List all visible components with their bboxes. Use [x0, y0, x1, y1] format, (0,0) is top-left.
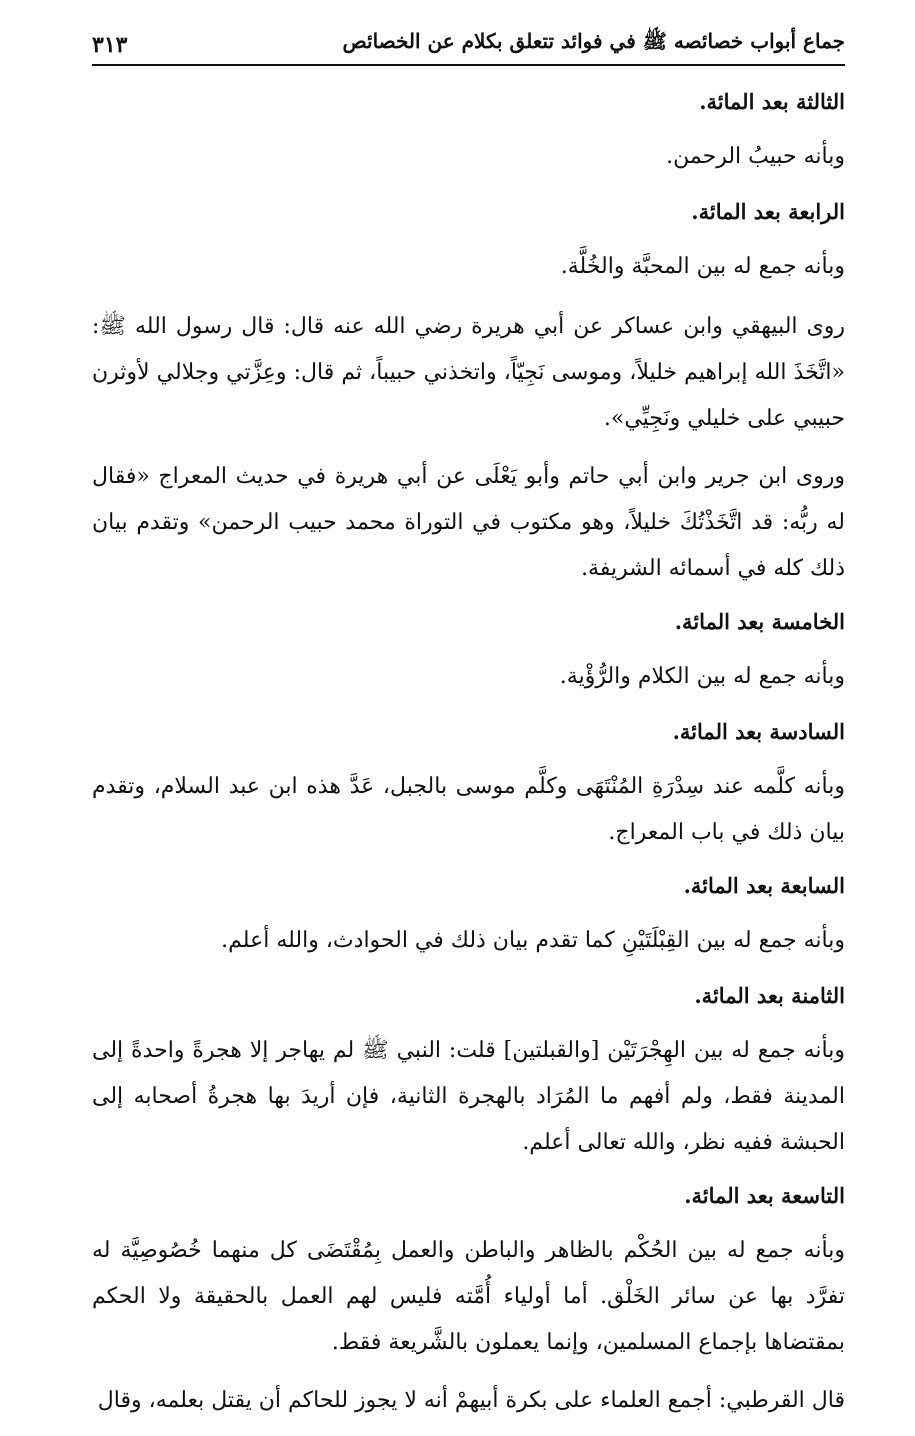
paragraph: وبأنه حبيبُ الرحمن.: [666, 144, 845, 169]
paragraph: روى البيهقي وابن عساكر عن أبي هريرة رضي الله عنه قال: قال رسول الله ﷺ: «اتَّخَذَ الله إبراهيم خليلاً، وموسى نَجِيّاً، واتخذني حبيباً، ثم قال: وعِزَّتي وجلالي لأوثرن حبيبي على خليلي ونَجِيِّي».: [92, 314, 845, 431]
section-heading-105: الخامسة بعد المائة.: [674, 609, 845, 634]
paragraph: وبأنه جمع له بين المحبَّة والخُلَّة.: [560, 254, 845, 279]
section-heading-104: الرابعة بعد المائة.: [691, 199, 845, 224]
paragraph: وبأنه جمع له بين القِبْلَتَيْنِ كما تقدم بيان ذلك في الحوادث، والله أعلم.: [221, 928, 845, 953]
running-title: جماع أبواب خصائصه ﷺ في فوائد تتعلق بكلام عن الخصائص: [342, 29, 845, 53]
page-body: [92, 84, 845, 1436]
section-heading-106: السادسة بعد المائة.: [672, 719, 845, 744]
page-number: ٣١٣: [92, 32, 128, 58]
section-heading-109: التاسعة بعد المائة.: [684, 1183, 845, 1208]
section-heading-107: السابعة بعد المائة.: [683, 873, 845, 898]
paragraph: وبأنه جمع له بين الكلام والرُّؤْية.: [559, 664, 845, 689]
paragraph: وبأنه جمع له بين الحُكْم بالظاهر والباطن والعمل بِمُقْتَضَى كل منهما خُصُوصِيَّة له تفرَّد بها عن سائر الخَلْق. أما أولياء أُمَّته فليس لهم العمل بالحقيقة ولا الحكم بمقتضاها بإجماع المسلمين، وإنما يعملون بالشَّريعة فقط.: [92, 1238, 845, 1355]
section-heading-108: الثامنة بعد المائة.: [694, 983, 845, 1008]
paragraph: وبأنه كلَّمه عند سِدْرَةِ المُنْتَهَى وكلَّم موسى بالجبل، عَدَّ هذه ابن عبد السلام، وتقدم بيان ذلك في باب المعراج.: [92, 774, 845, 845]
paragraph: قال القرطبي: أجمع العلماء على بكرة أبيهمْ أنه لا يجوز للحاكم أن يقتل بعلمه، وقال: [97, 1388, 845, 1413]
section-heading-103: الثالثة بعد المائة.: [699, 89, 845, 114]
running-header: [92, 20, 845, 66]
paragraph: وبأنه جمع له بين الهِجْرَتَيْن [والقبلتين] قلت: النبي ﷺ لم يهاجر إلا هجرةً واحدةً إلى المدينة فقط، ولم أفهم ما المُرَاد بالهجرة الثانية، فإن أريدَ بها هجرةُ أصحابه إلى الحبشة ففيه نظر، والله تعالى أعلم.: [92, 1038, 845, 1155]
paragraph: وروى ابن جرير وابن أبي حاتم وأبو يَعْلَى عن أبي هريرة في حديث المعراج «فقال له ربُّه: قد اتَّخَذْتُكَ خليلاً، وهو مكتوب في التوراة محمد حبيب الرحمن» وتقدم بيان ذلك كله في أسمائه الشريفة.: [92, 464, 845, 581]
